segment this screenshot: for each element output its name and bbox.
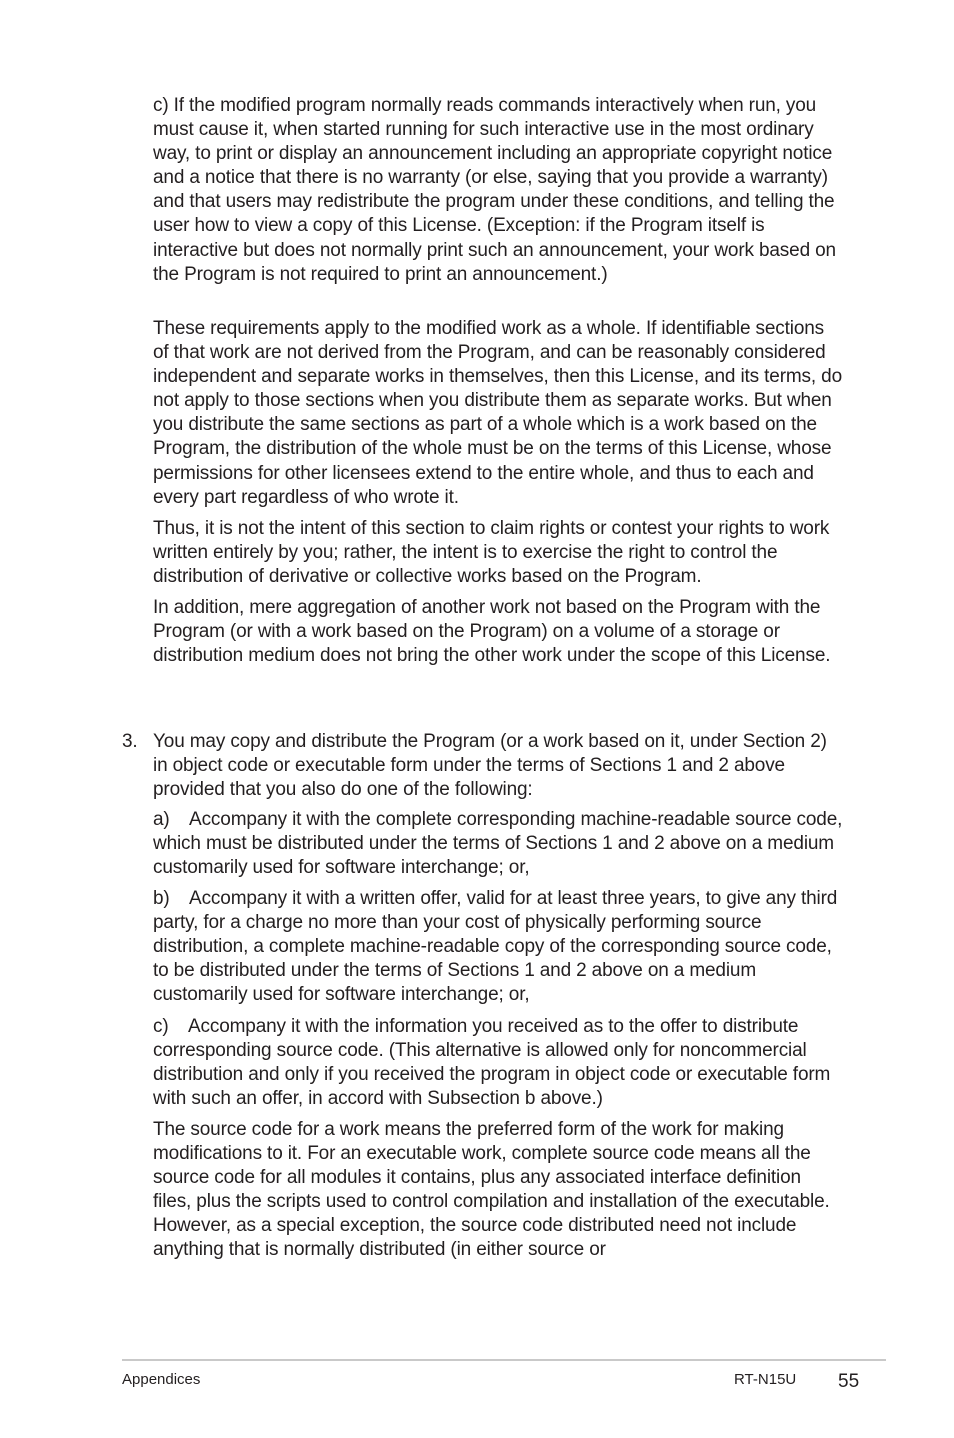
paragraph-interactive-announcement: c) If the modified program normally reads commands interactively when run, you must cause it, when started running for such interactive use in the most ordinary way, to print or display an announcement including an appropriate copyright notice and a notice that there is no warranty (or else, saying that you provide a warranty) and that users may redistribute the program under these conditions, and telling the user how to view a copy of this License. (Exception: if the Program itself is interactive but does not normally print such an announcement, your work based on the Program is not required to print an announcement.) bbox=[153, 95, 836, 285]
paragraph-aggregation: In addition, mere aggregation of another work not based on the Program with the Program (or with a work based on the Program) on a volume of a storage or distribution medium does not bring the other work under the scope of this License. bbox=[153, 597, 831, 667]
sub-item-b: b) Accompany it with a written offer, valid for at least three years, to give any third party, for a charge no more than your cost of physically performing source distribution, a complete machine-readable copy of the corresponding source code, to be distributed under the terms of Sections 1 and 2 above on a medium customarily used for software interchange; or, bbox=[153, 888, 838, 1006]
list-item-3-text: You may copy and distribute the Program (or a work based on it, under Section 2) in object code or executable form under the terms of Sections 1 and 2 above provided that you also do one of the following: bbox=[153, 731, 827, 801]
footer-divider bbox=[122, 1359, 886, 1361]
sub-item-c: c) Accompany it with the information you received as to the offer to distribute corresponding source code. (This alternative is allowed only for noncommercial distribution and only if you received the program in object code or executable form with such an offer, in accord with Subsection b above.) bbox=[153, 1016, 831, 1110]
paragraph-requirements: These requirements apply to the modified work as a whole. If identifiable sections of that work are not derived from the Program, and can be reasonably considered independent and separate works in themselves, then this License, and its terms, do not apply to those sections when you distribute them as separate works. But when you distribute the same sections as part of a whole which is a work based on the Program, the distribution of the whole must be on the terms of this License, whose permissions for other licensees extend to the entire whole, and thus to each and every part regardless of who wrote it. bbox=[153, 318, 842, 508]
paragraph-source-code: The source code for a work means the preferred form of the work for making modifications to it. For an executable work, complete source code means all the source code for all modules it contains, plus any associated interface definition files, plus the scripts used to control compilation and installation of the executable. However, as a special exception, the source code distributed need not include anything that is normally distributed (in either source or bbox=[153, 1119, 830, 1261]
paragraph-intent: Thus, it is not the intent of this section to claim rights or contest your rights to work written entirely by you; rather, the intent is to exercise the right to control the distribution of derivative or collective works based on the Program. bbox=[153, 518, 830, 588]
page-number: 55 bbox=[838, 1371, 860, 1392]
list-item-number: 3. bbox=[122, 731, 138, 752]
sub-item-a: a) Accompany it with the complete corresponding machine-readable source code, which must be distributed under the terms of Sections 1 and 2 above on a medium customarily used for software interchange; or, bbox=[153, 809, 843, 879]
footer-model-label: RT-N15U bbox=[734, 1371, 797, 1388]
footer-section-label: Appendices bbox=[122, 1371, 201, 1388]
